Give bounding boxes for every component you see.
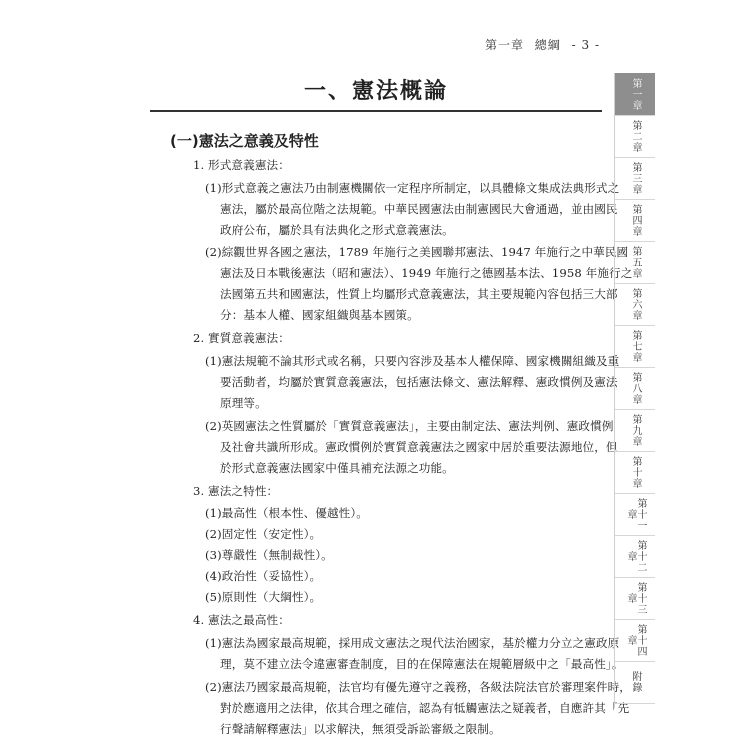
text-line: (5)原則性（大綱性）。	[205, 590, 322, 604]
text-line: 法國第五共和國憲法，性質上均屬形式意義憲法，其主要規範內容包括三大部	[220, 287, 618, 301]
text-line: 政府公布，屬於具有法典化之形式意義憲法。	[220, 223, 454, 237]
text-line: 行聲請解釋憲法」以求解決，無須受訴訟審級之限制。	[220, 722, 501, 736]
text-line: (1)憲法規範不論其形式或名稱，只要內容涉及基本人權保障、國家機關組織及重	[205, 354, 620, 368]
list-item-heading: 3. 憲法之特性：	[193, 484, 279, 498]
text-line: (2)憲法乃國家最高規範，法官均有優先遵守之義務，各級法院法官於審理案件時，	[205, 680, 632, 694]
text-line: 分：基本人權、國家組織與基本國策。	[220, 308, 419, 322]
tab-chapter-7[interactable]: 第七章	[615, 325, 655, 368]
tab-appendix[interactable]: 附錄	[615, 661, 655, 704]
tab-chapter-10[interactable]: 第十章	[615, 451, 655, 494]
running-header	[479, 36, 600, 53]
text-line: 憲法及日本戰後憲法（昭和憲法）、1949 年施行之德國基本法、1958 年施行之	[220, 266, 633, 280]
tab-chapter-14[interactable]: 第十四章	[615, 619, 655, 662]
tab-chapter-11[interactable]: 第十一章	[615, 493, 655, 536]
tab-chapter-12[interactable]: 第十二章	[615, 535, 655, 578]
text-line: 理，莫不建立法令違憲審查制度，目的在保障憲法在規範層級中之「最高性」。	[220, 657, 624, 671]
text-line: (2)固定性（安定性）。	[205, 527, 322, 541]
chapter-tabs	[614, 73, 655, 708]
text-line: (4)政治性（妥協性）。	[205, 569, 322, 583]
text-line: (2)綜觀世界各國之憲法，1789 年施行之美國聯邦憲法、1947 年施行之中華民國	[205, 245, 629, 259]
tab-chapter-13[interactable]: 第十三章	[615, 577, 655, 620]
list-item-heading: 4. 憲法之最高性：	[193, 613, 290, 627]
text-line: 憲法，屬於最高位階之法規範。中華民國憲法由制憲國民大會通過，並由國民	[220, 202, 618, 216]
list-item-heading: 1. 形式意義憲法：	[193, 158, 290, 172]
chapter-title: 一、憲法概論	[303, 79, 448, 104]
text-line: 原理等。	[220, 396, 267, 410]
text-line: (1)形式意義之憲法乃由制憲機關依一定程序所制定，以具體條文集成法典形式之	[205, 181, 620, 195]
section-heading: (一)憲法之意義及特性	[170, 132, 319, 150]
tab-chapter-5[interactable]: 第五章	[615, 241, 655, 284]
text-line: 於形式意義憲法國家中僅具補充法源之功能。	[220, 461, 454, 475]
tab-chapter-6[interactable]: 第六章	[615, 283, 655, 326]
text-line: (2)英國憲法之性質屬於「實質意義憲法」，主要由制定法、憲法判例、憲政慣例	[205, 419, 614, 433]
text-line: 對於應適用之法律，依其合理之確信，認為有牴觸憲法之疑義者，自應許其「先	[220, 701, 630, 715]
tab-chapter-9[interactable]: 第九章	[615, 409, 655, 452]
tab-chapter-8[interactable]: 第八章	[615, 367, 655, 410]
text-line: 及社會共識所形成。憲政慣例於實質意義憲法之國家中居於重要法源地位，但	[220, 440, 618, 454]
tab-chapter-1[interactable]: 第一章	[615, 73, 655, 116]
text-line: (1)憲法為國家最高規範，採用成文憲法之現代法治國家，基於權力分立之憲政原	[205, 636, 620, 650]
tab-chapter-2[interactable]: 第二章	[615, 115, 655, 158]
tab-chapter-4[interactable]: 第四章	[615, 199, 655, 242]
text-line: 要活動者，均屬於實質意義憲法，包括憲法條文、憲法解釋、憲政慣例及憲法	[220, 375, 618, 389]
list-item-heading: 2. 實質意義憲法：	[193, 331, 290, 345]
text-line: (1)最高性（根本性、優越性）。	[205, 506, 368, 520]
header-section: 總綱	[534, 38, 561, 52]
title-underline	[150, 110, 602, 112]
page-number: - 3 -	[571, 38, 600, 52]
text-line: (3)尊嚴性（無制裁性）。	[205, 548, 333, 562]
tab-chapter-3[interactable]: 第三章	[615, 157, 655, 200]
header-chapter: 第一章	[484, 38, 524, 52]
